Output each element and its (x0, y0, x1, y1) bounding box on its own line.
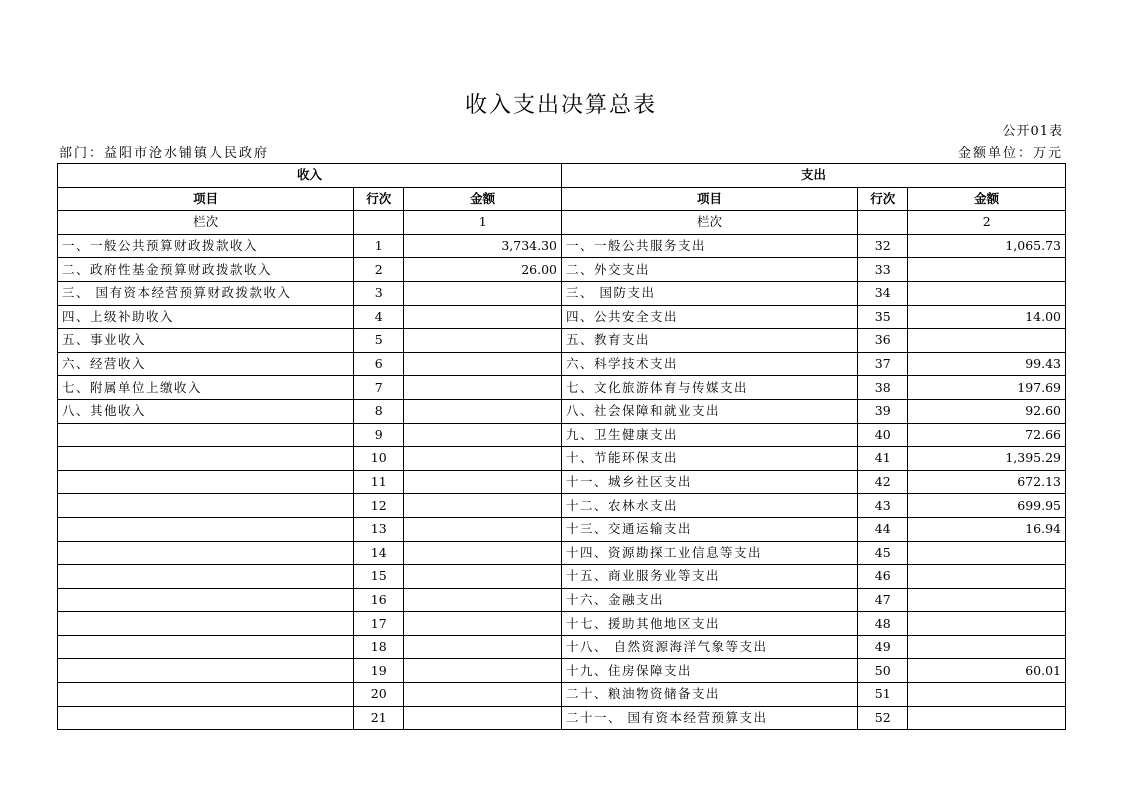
expense-row-number: 37 (858, 352, 908, 376)
income-amount (404, 612, 562, 636)
table-row (58, 541, 1066, 565)
expense-item: 十五、商业服务业等支出 (561, 565, 857, 589)
table-row (58, 494, 1066, 518)
income-item: 七、附属单位上缴收入 (58, 376, 354, 400)
table-row (58, 470, 1066, 494)
expense-item: 三、 国防支出 (561, 281, 857, 305)
column-index-row (58, 211, 1066, 235)
expense-item: 十八、 自然资源海洋气象等支出 (561, 635, 857, 659)
income-item (58, 494, 354, 518)
income-item (58, 612, 354, 636)
income-item (58, 470, 354, 494)
income-item: 三、 国有资本经营预算财政拨款收入 (58, 281, 354, 305)
table-row (58, 588, 1066, 612)
expense-row-number: 40 (858, 423, 908, 447)
expense-item: 九、卫生健康支出 (561, 423, 857, 447)
expense-amount (908, 683, 1066, 707)
expense-amount (908, 588, 1066, 612)
income-amount (404, 329, 562, 353)
income-amount (404, 376, 562, 400)
income-item-header: 项目 (58, 187, 354, 211)
expense-amount (908, 612, 1066, 636)
income-item: 四、上级补助收入 (58, 305, 354, 329)
income-amount (404, 470, 562, 494)
income-amount (404, 588, 562, 612)
income-amount (404, 517, 562, 541)
expense-item: 二十、粮油物资储备支出 (561, 683, 857, 707)
section-header-row (58, 164, 1066, 188)
income-item (58, 706, 354, 730)
expense-row-number: 42 (858, 470, 908, 494)
income-amount (404, 541, 562, 565)
income-row-number: 8 (354, 399, 404, 423)
income-item: 六、经营收入 (58, 352, 354, 376)
expense-amount: 14.00 (908, 305, 1066, 329)
income-amount: 26.00 (404, 258, 562, 282)
income-amount (404, 281, 562, 305)
income-amount (404, 706, 562, 730)
expense-amount: 197.69 (908, 376, 1066, 400)
expense-amount (908, 635, 1066, 659)
income-row-number: 3 (354, 281, 404, 305)
income-row-number: 10 (354, 447, 404, 471)
expense-row-number: 45 (858, 541, 908, 565)
income-item: 一、一般公共预算财政拨款收入 (58, 234, 354, 258)
income-amount (404, 305, 562, 329)
income-row-number: 18 (354, 635, 404, 659)
expense-row-number: 47 (858, 588, 908, 612)
income-item (58, 659, 354, 683)
table-row (58, 329, 1066, 353)
expense-item: 八、社会保障和就业支出 (561, 399, 857, 423)
income-amount: 3,734.30 (404, 234, 562, 258)
expense-item: 十六、金融支出 (561, 588, 857, 612)
expense-amount: 699.95 (908, 494, 1066, 518)
expense-row-number: 49 (858, 635, 908, 659)
income-item (58, 517, 354, 541)
income-row-number: 7 (354, 376, 404, 400)
expense-row-number: 36 (858, 329, 908, 353)
expense-section-header: 支出 (561, 164, 1065, 188)
expense-item-header: 项目 (561, 187, 857, 211)
table-row (58, 281, 1066, 305)
expense-item: 十三、交通运输支出 (561, 517, 857, 541)
expense-row-number: 48 (858, 612, 908, 636)
expense-amount: 99.43 (908, 352, 1066, 376)
income-row-number: 4 (354, 305, 404, 329)
form-number: 公开01表 (1002, 124, 1063, 139)
expense-row-header: 行次 (858, 187, 908, 211)
income-row-number: 19 (354, 659, 404, 683)
income-amount-header: 金额 (404, 187, 562, 211)
income-row-number: 13 (354, 517, 404, 541)
income-item (58, 683, 354, 707)
income-item (58, 423, 354, 447)
table-row (58, 612, 1066, 636)
income-row-number: 1 (354, 234, 404, 258)
table-row (58, 683, 1066, 707)
expense-row-number: 35 (858, 305, 908, 329)
income-row-number: 11 (354, 470, 404, 494)
table-row (58, 376, 1066, 400)
income-row-number: 20 (354, 683, 404, 707)
income-item (58, 447, 354, 471)
expense-item: 十九、住房保障支出 (561, 659, 857, 683)
income-item (58, 541, 354, 565)
income-row-number: 12 (354, 494, 404, 518)
income-row-number: 15 (354, 565, 404, 589)
income-amount (404, 565, 562, 589)
table-row (58, 399, 1066, 423)
expense-item: 二十一、 国有资本经营预算支出 (561, 706, 857, 730)
table-row (58, 635, 1066, 659)
income-row-number: 2 (354, 258, 404, 282)
expense-amount: 1,065.73 (908, 234, 1066, 258)
income-row-header: 行次 (354, 187, 404, 211)
income-item: 五、事业收入 (58, 329, 354, 353)
table-row (58, 659, 1066, 683)
expense-item: 一、一般公共服务支出 (561, 234, 857, 258)
income-amount (404, 423, 562, 447)
income-section-header: 收入 (58, 164, 562, 188)
expense-item: 二、外交支出 (561, 258, 857, 282)
column-header-row (58, 187, 1066, 211)
income-row-number: 21 (354, 706, 404, 730)
expense-row-number: 52 (858, 706, 908, 730)
income-amount (404, 494, 562, 518)
table-row (58, 305, 1066, 329)
expense-row-number: 38 (858, 376, 908, 400)
expense-amount (908, 541, 1066, 565)
income-row-number: 14 (354, 541, 404, 565)
income-item (58, 588, 354, 612)
income-amount (404, 447, 562, 471)
table-row (58, 517, 1066, 541)
expense-item: 十四、资源勘探工业信息等支出 (561, 541, 857, 565)
income-item (58, 565, 354, 589)
table-row (58, 234, 1066, 258)
expense-item: 四、公共安全支出 (561, 305, 857, 329)
expense-amount (908, 281, 1066, 305)
expense-row-number: 51 (858, 683, 908, 707)
income-item: 二、政府性基金预算财政拨款收入 (58, 258, 354, 282)
income-item (58, 635, 354, 659)
income-amount (404, 352, 562, 376)
table-row (58, 706, 1066, 730)
income-row-number: 9 (354, 423, 404, 447)
income-amount (404, 683, 562, 707)
page-title: 收入支出决算总表 (464, 93, 657, 118)
income-expense-table (57, 163, 1066, 730)
table-body (58, 234, 1066, 729)
expense-amount (908, 565, 1066, 589)
expense-amount: 92.60 (908, 399, 1066, 423)
expense-amount-header: 金额 (908, 187, 1066, 211)
income-row-number: 6 (354, 352, 404, 376)
income-column-row-blank (354, 211, 404, 235)
table-row (58, 423, 1066, 447)
expense-item: 五、教育支出 (561, 329, 857, 353)
table-row (58, 565, 1066, 589)
expense-row-number: 50 (858, 659, 908, 683)
expense-amount (908, 706, 1066, 730)
expense-amount: 672.13 (908, 470, 1066, 494)
income-row-number: 16 (354, 588, 404, 612)
expense-item: 七、文化旅游体育与传媒支出 (561, 376, 857, 400)
expense-row-number: 44 (858, 517, 908, 541)
table-row (58, 447, 1066, 471)
expense-row-number: 41 (858, 447, 908, 471)
expense-item: 十一、城乡社区支出 (561, 470, 857, 494)
department-label: 部门：益阳市沧水铺镇人民政府 (59, 146, 270, 161)
expense-row-number: 32 (858, 234, 908, 258)
expense-amount: 1,395.29 (908, 447, 1066, 471)
expense-amount (908, 258, 1066, 282)
expense-row-number: 34 (858, 281, 908, 305)
income-amount (404, 659, 562, 683)
expense-column-label: 栏次 (561, 211, 857, 235)
expense-item: 十二、农林水支出 (561, 494, 857, 518)
expense-item: 六、科学技术支出 (561, 352, 857, 376)
table-row (58, 352, 1066, 376)
expense-row-number: 33 (858, 258, 908, 282)
income-row-number: 5 (354, 329, 404, 353)
expense-amount: 60.01 (908, 659, 1066, 683)
expense-row-number: 46 (858, 565, 908, 589)
table-row (58, 258, 1066, 282)
income-amount (404, 399, 562, 423)
income-row-number: 17 (354, 612, 404, 636)
expense-amount (908, 329, 1066, 353)
income-item: 八、其他收入 (58, 399, 354, 423)
expense-item: 十七、援助其他地区支出 (561, 612, 857, 636)
income-column-index: 1 (404, 211, 562, 235)
income-amount (404, 635, 562, 659)
income-column-label: 栏次 (58, 211, 354, 235)
expense-row-number: 43 (858, 494, 908, 518)
amount-unit-label: 金额单位：万元 (957, 146, 1063, 161)
expense-row-number: 39 (858, 399, 908, 423)
expense-amount: 16.94 (908, 517, 1066, 541)
expense-column-index: 2 (908, 211, 1066, 235)
expense-item: 十、节能环保支出 (561, 447, 857, 471)
expense-column-row-blank (858, 211, 908, 235)
expense-amount: 72.66 (908, 423, 1066, 447)
